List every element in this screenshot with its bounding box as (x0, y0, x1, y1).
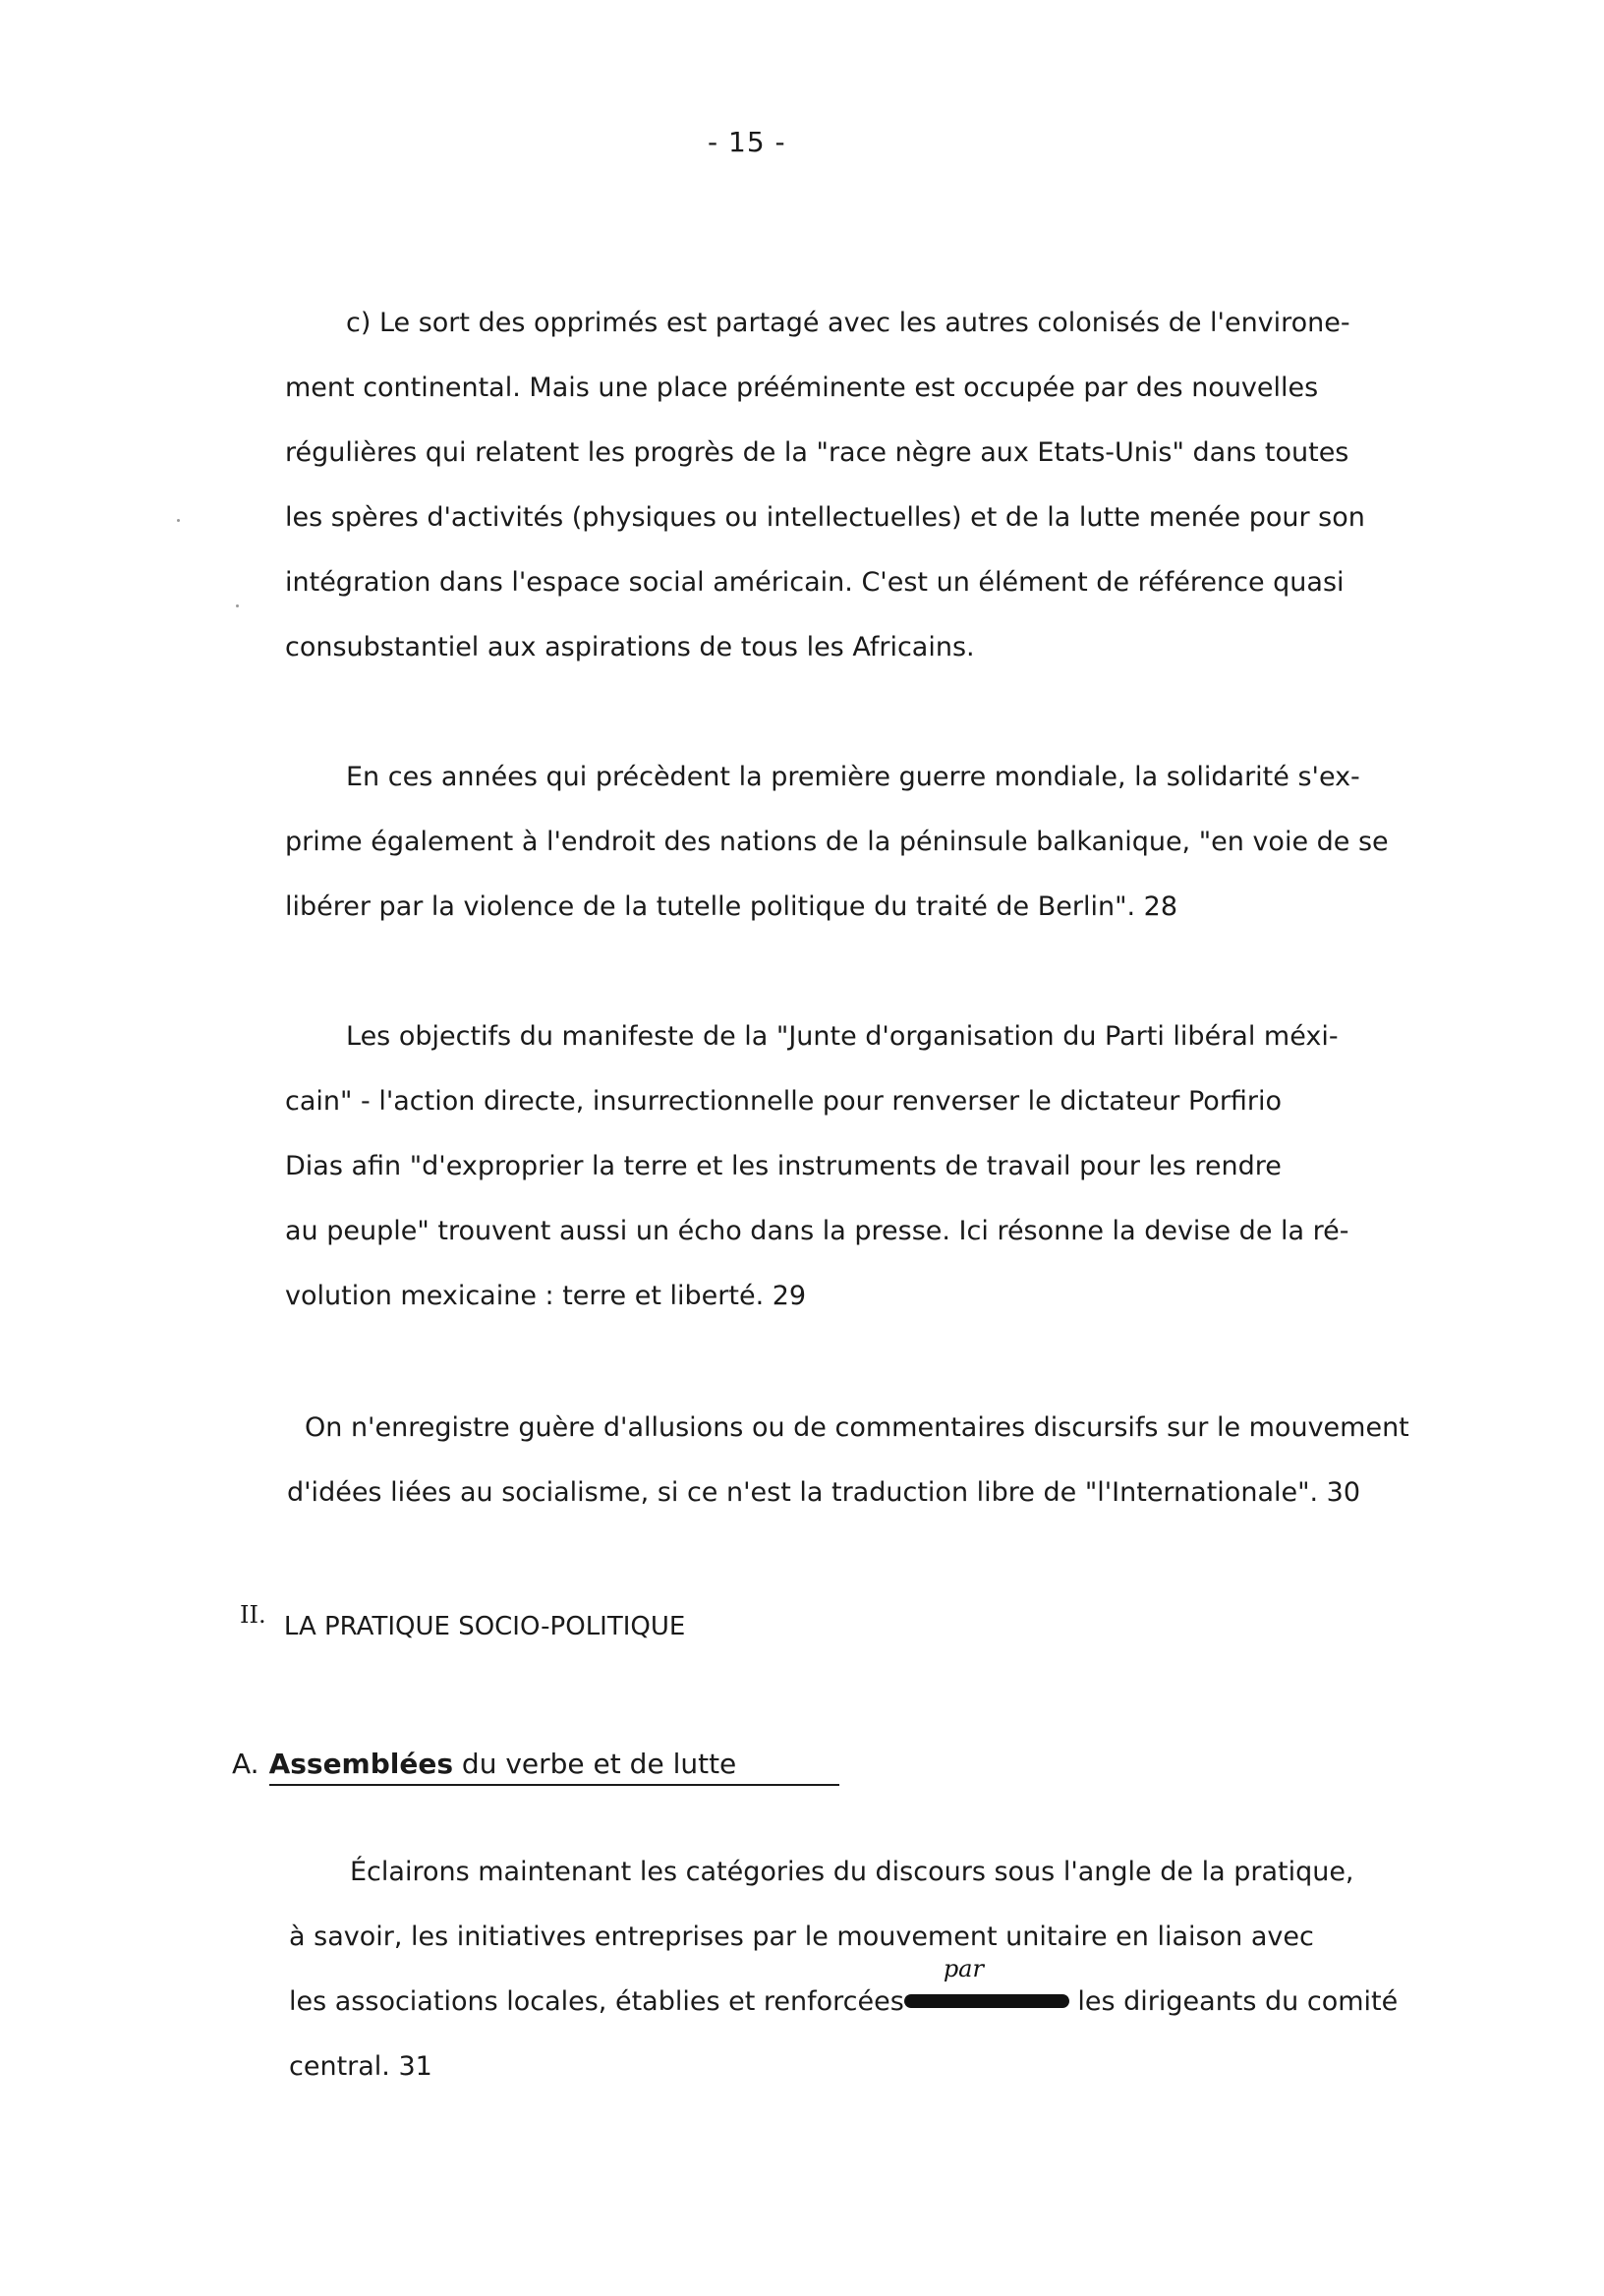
page-number: - 15 - (708, 126, 786, 158)
struck-out-word (904, 1994, 1069, 2008)
section-numeral: II. (240, 1601, 266, 1629)
line-text-before: les associations locales, établies et renforcées (289, 1986, 904, 2017)
paragraph-line: Dias afin "d'exproprier la terre et les instruments de travail pour les rendre (285, 1151, 1282, 1181)
subsection-title (269, 1748, 839, 1786)
paragraph-line: à savoir, les initiatives entreprises par le mouvement unitaire en liaison avec (289, 1922, 1314, 1952)
paragraph-5 (289, 1840, 1398, 2099)
paragraph-line: En ces années qui précèdent la première guerre mondiale, la solidarité s'ex- (346, 762, 1360, 792)
paragraph-1 (285, 291, 1365, 680)
paragraph-line: les spères d'activités (physiques ou intellectuelles) et de la lutte menée pour son (285, 502, 1365, 533)
line-text-after: les dirigeants du comité (1068, 1986, 1399, 2017)
paragraph-line: prime également à l'endroit des nations de la péninsule balkanique, "en voie de se (285, 827, 1389, 857)
paragraph-line: d'idées liées au socialisme, si ce n'est la traduction libre de "l'Internationale". 30 (287, 1477, 1361, 1508)
paragraph-line: régulières qui relatent les progrès de la "race nègre aux Etats-Unis" dans toutes (285, 437, 1349, 468)
paragraph-line: intégration dans l'espace social américain. C'est un élément de référence quasi (285, 567, 1345, 598)
handwritten-correction (904, 1955, 1069, 2035)
subsection-letter: A. (232, 1748, 259, 1780)
paragraph-4 (287, 1396, 1409, 1525)
paragraph-line: c) Le sort des opprimés est partagé avec les autres colonisés de l'environe- (346, 308, 1350, 338)
paragraph-3 (285, 1004, 1349, 1329)
paragraph-line: central. 31 (289, 2051, 432, 2082)
paragraph-line-with-correction (289, 1955, 1399, 2035)
paragraph-line: volution mexicaine : terre et liberté. 29 (285, 1281, 807, 1311)
margin-speck (236, 604, 239, 607)
handwritten-word: par (943, 1955, 984, 1982)
subsection-title-bold: Assemblées (268, 1748, 454, 1780)
paragraph-line: au peuple" trouvent aussi un écho dans la presse. Ici résonne la devise de la ré- (285, 1216, 1349, 1246)
paragraph-line: consubstantiel aux aspirations de tous les Africains. (285, 632, 975, 662)
paragraph-line: libérer par la violence de la tutelle politique du traité de Berlin". 28 (285, 891, 1178, 922)
subsection-title-rest: du verbe et de lutte (453, 1748, 737, 1780)
margin-speck (177, 519, 180, 522)
paragraph-2 (285, 745, 1389, 940)
paragraph-line: Éclairons maintenant les catégories du discours sous l'angle de la pratique, (350, 1857, 1354, 1887)
paragraph-line: ment continental. Mais une place prééminente est occupée par des nouvelles (285, 373, 1319, 403)
section-heading-ii (240, 1601, 686, 1641)
section-title: LA PRATIQUE SOCIO-POLITIQUE (283, 1612, 686, 1641)
paragraph-line: On n'enregistre guère d'allusions ou de commentaires discursifs sur le mouvement (305, 1412, 1409, 1443)
paragraph-line: cain" - l'action directe, insurrectionnelle pour renverser le dictateur Porfirio (285, 1086, 1283, 1117)
paragraph-line: Les objectifs du manifeste de la "Junte d'organisation du Parti libéral méxi- (346, 1021, 1339, 1052)
subsection-heading-a (232, 1748, 839, 1786)
